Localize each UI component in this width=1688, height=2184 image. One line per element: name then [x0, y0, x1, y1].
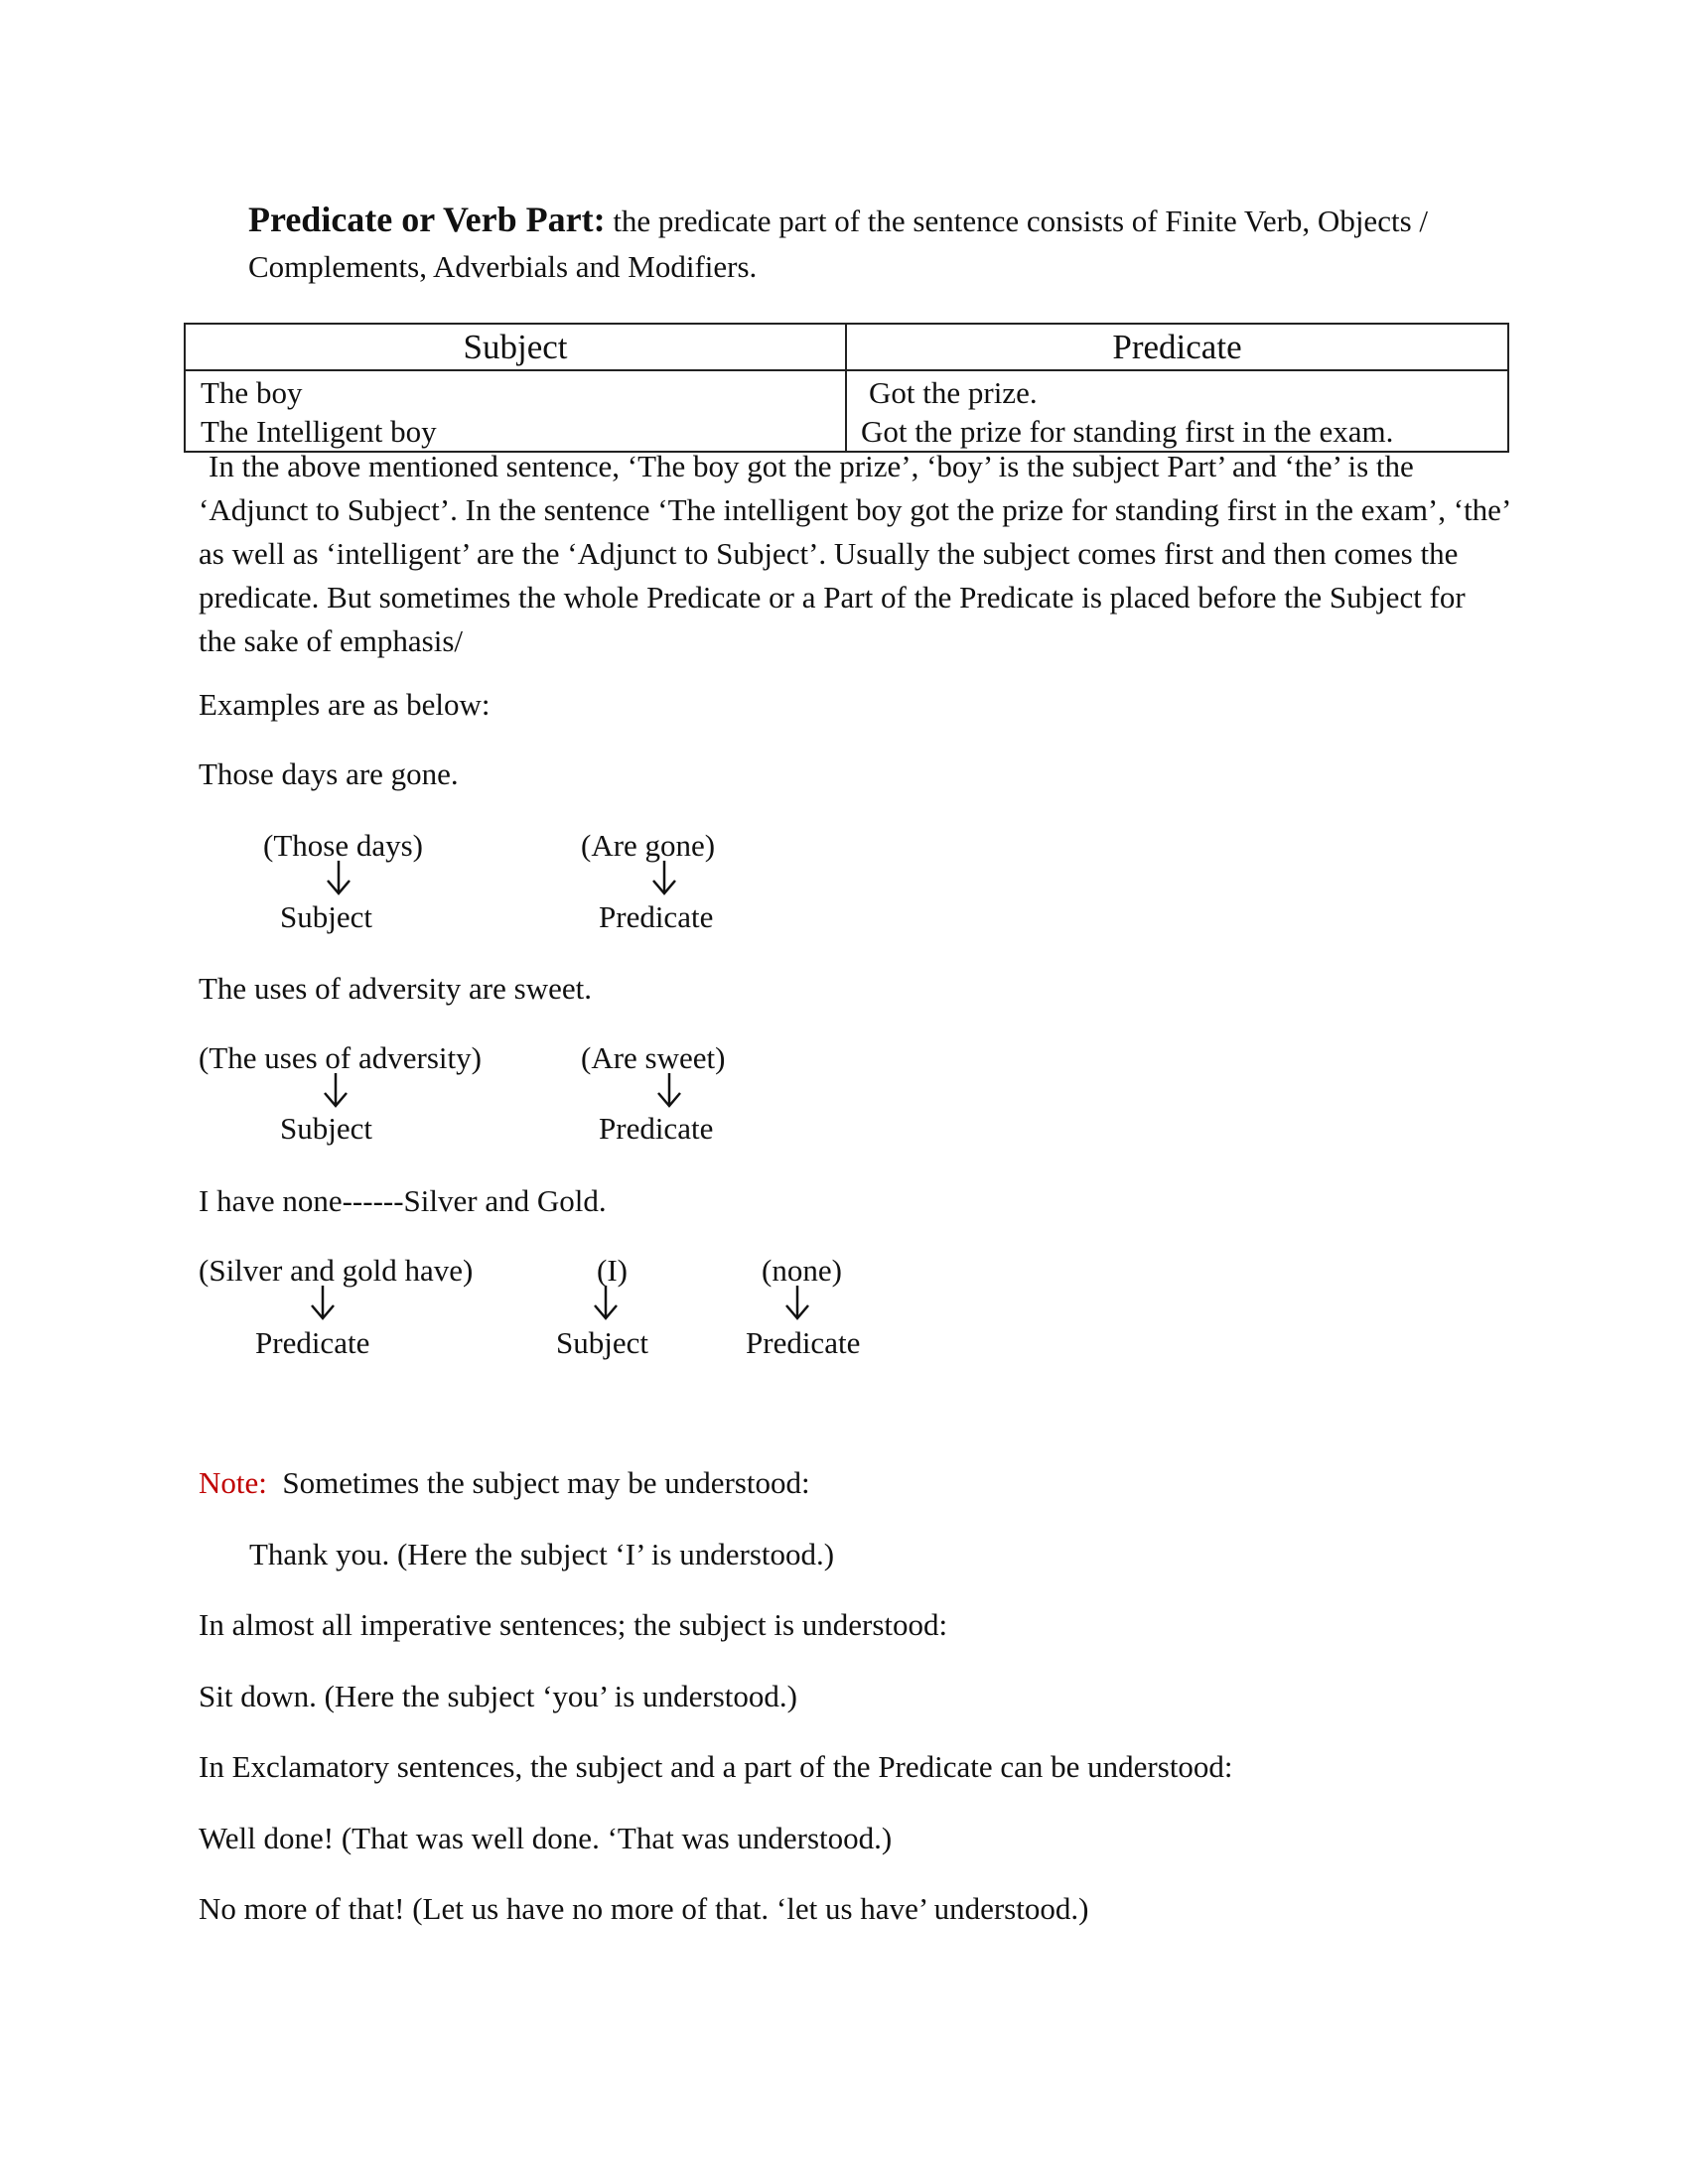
example-2-subject-phrase: (The uses of adversity): [199, 1040, 482, 1075]
example-2-subject-label: Subject: [280, 1111, 372, 1146]
table-header-subject: Subject: [186, 325, 847, 369]
down-arrow-icon: [591, 1284, 621, 1321]
table-row-2-subject: The Intelligent boy: [201, 414, 437, 449]
line-well-done: Well done! (That was well done. ‘That was understood.): [199, 1821, 893, 1855]
intro-paragraph: [248, 197, 1499, 290]
example-3-subject-label: Subject: [556, 1325, 648, 1360]
table-header-row: [186, 325, 1507, 371]
example-2-sentence: The uses of adversity are sweet.: [199, 971, 592, 1006]
down-arrow-icon: [654, 1071, 684, 1109]
table-body-row: [186, 371, 1507, 451]
down-arrow-icon: [649, 859, 679, 896]
example-1-predicate-phrase: (Are gone): [581, 828, 716, 863]
note-line: [199, 1463, 810, 1503]
explanation-paragraph: In the above mentioned sentence, ‘The boy got the prize’, ‘boy’ is the subject Part’ and ‘the’ is the ‘Adjunct to Subject’. In the sentence ‘The intelligent boy got the prize for standing first in the exam’, ‘the’ as well as ‘intelligent’ are the ‘Adjunct to Subject’. Usually the subject comes first and then comes the predicate. But sometimes the whole Predicate or a Part of the Predicate is placed before the Subject for the sake of emphasis/: [199, 449, 1509, 658]
example-3-predicate-phrase: (Silver and gold have): [199, 1253, 474, 1288]
example-1-subject-phrase: (Those days): [263, 828, 423, 863]
example-3-sentence: I have none------Silver and Gold.: [199, 1183, 607, 1218]
example-3-none-phrase: (none): [762, 1253, 842, 1288]
line-sit-down: Sit down. (Here the subject ‘you’ is understood.): [199, 1679, 797, 1713]
example-1-subject-label: Subject: [280, 899, 372, 934]
down-arrow-icon: [324, 859, 353, 896]
example-2-predicate-label: Predicate: [599, 1111, 714, 1146]
example-2-predicate-phrase: (Are sweet): [581, 1040, 726, 1075]
subject-predicate-table: [184, 323, 1509, 453]
table-row-1-subject: The boy: [201, 375, 303, 410]
line-imperative: In almost all imperative sentences; the subject is understood:: [199, 1607, 948, 1642]
table-subject-cell: [186, 371, 847, 451]
table-predicate-cell: [847, 371, 1507, 451]
down-arrow-icon: [321, 1071, 351, 1109]
example-3-predicate-label-2: Predicate: [746, 1325, 861, 1360]
example-1-sentence: Those days are gone.: [199, 756, 459, 791]
intro-text: the predicate part of the sentence consists of Finite Verb, Objects / Complements, Adverbials and Modifiers.: [248, 204, 1428, 284]
line-thank-you: Thank you. (Here the subject ‘I’ is understood.): [249, 1537, 835, 1571]
example-3-predicate-label: Predicate: [255, 1325, 370, 1360]
example-3-subject-phrase: (I): [597, 1253, 628, 1288]
table-row-2-predicate: Got the prize for standing first in the exam.: [861, 414, 1394, 449]
line-no-more: No more of that! (Let us have no more of that. ‘let us have’ understood.): [199, 1891, 1089, 1926]
example-1-predicate-label: Predicate: [599, 899, 714, 934]
examples-intro: Examples are as below:: [199, 687, 491, 722]
note-text: Sometimes the subject may be understood:: [282, 1465, 810, 1500]
line-exclamatory: In Exclamatory sentences, the subject and a part of the Predicate can be understood:: [199, 1749, 1233, 1784]
section-heading: Predicate or Verb Part:: [248, 200, 606, 239]
note-label: Note:: [199, 1465, 267, 1500]
down-arrow-icon: [308, 1284, 338, 1321]
table-header-predicate: Predicate: [1112, 328, 1242, 366]
table-row-1-predicate: Got the prize.: [869, 375, 1038, 410]
down-arrow-icon: [782, 1284, 812, 1321]
